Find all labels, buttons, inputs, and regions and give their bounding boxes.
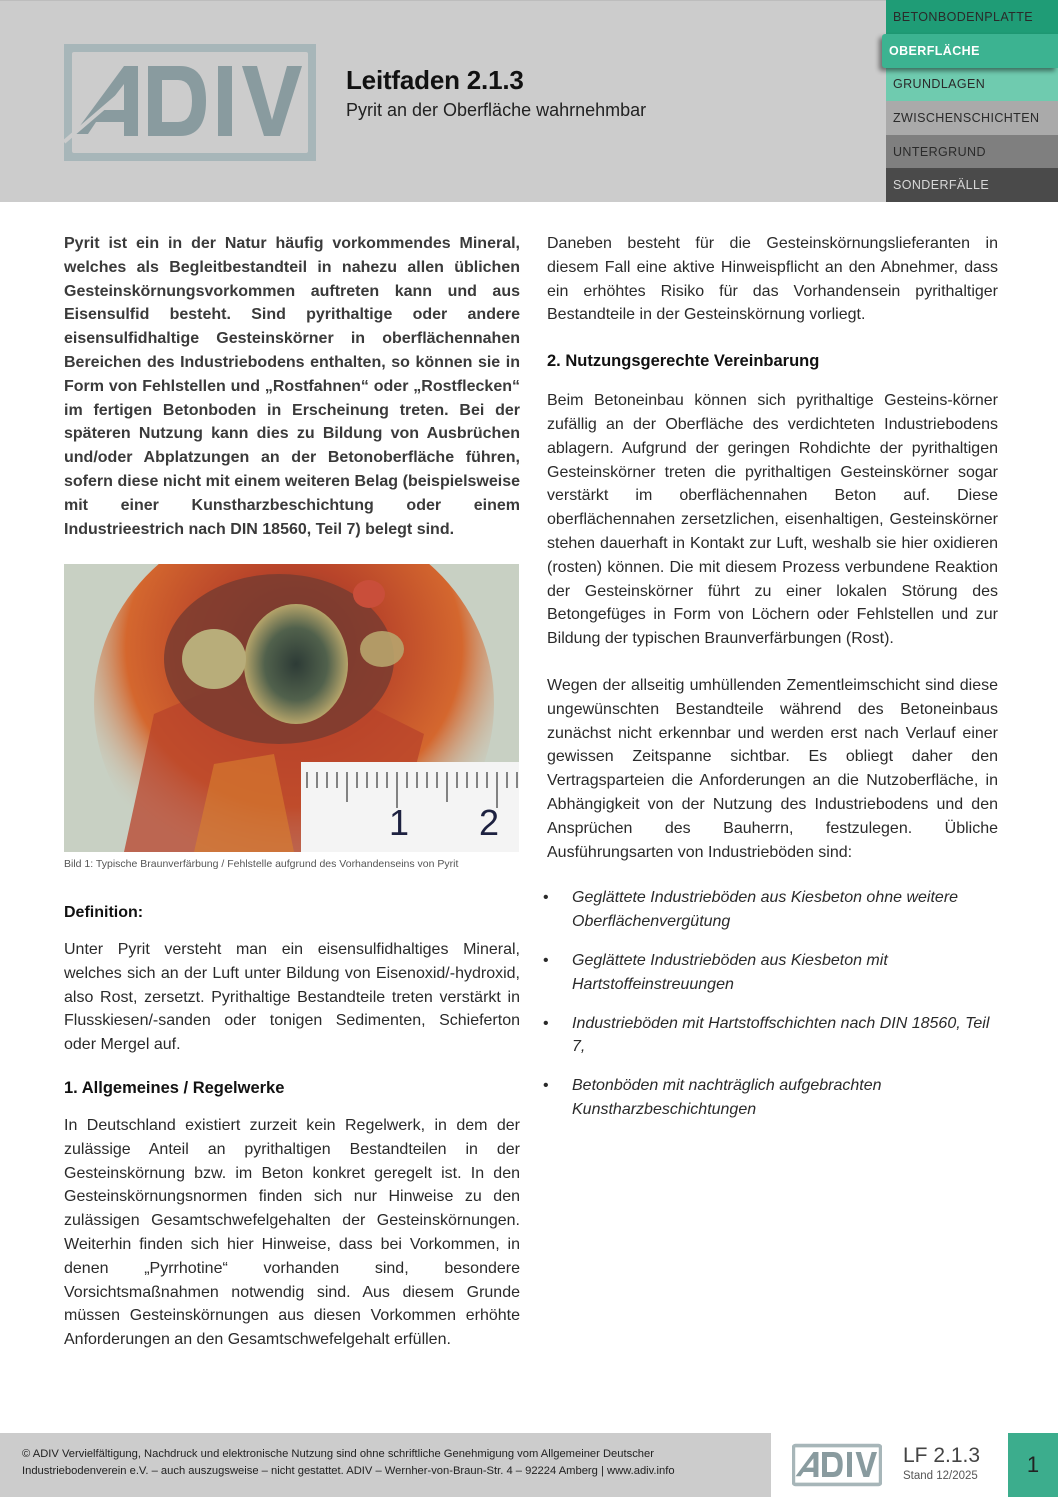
bullet-icon: • [543, 1077, 549, 1095]
left-column-body [64, 904, 520, 1352]
list-item: • Geglättete Industrieböden aus Kiesbeton mit Hartstoffeinstreuungen [547, 949, 998, 997]
section-2-paragraph-1: Beim Betoneinbau können sich pyrithaltige Gesteins-körner zufällig an der Oberfläche des verdichteten Industriebodens ablagern. Aufgrund der geringen Rohdichte der pyrithaltigen Gesteinskörner treten die pyrithaltigen Gesteinskörner sogar verstärkt im oberflächennahen Beton auf. Diese oberflächennahen zersetzlichen, eisenhaltigen, Gesteinskörner stehen dauerhaft in Kontakt zur Luft, weshalb sie hier oxidieren (rosten) können. Die mit diesem Prozess verbundene Reaktion der Gesteinskörner führt zu einer lokalen Störung des Betongefüges in Form von Löchern oder Fehlstellen und zur Bildung der typischen Braunverfärbungen (Rost). [547, 392, 998, 648]
page-number: 1 [1008, 1433, 1058, 1497]
ruler-label-2: 2 [479, 802, 500, 843]
title-block [346, 65, 646, 121]
left-column-intro [64, 232, 520, 541]
definition-paragraph: Unter Pyrit versteht man ein eisensulfidhaltiges Mineral, welches sich an der Luft unter Bildung von Eisenoxid/-hydroxid, also Rost, zersetzt. Pyrithaltige Bestandteile treten verstärkt in Flusskiesen/-sanden oder tonigen Sedimenten, Schieferton oder Mergel auf. [64, 941, 520, 1054]
bullet-icon: • [543, 951, 549, 969]
definition-heading: Definition: [64, 904, 144, 921]
nav-tab-oberflaeche[interactable]: OBERFLÄCHE [882, 34, 1058, 68]
list-item: • Industrieböden mit Hartstoffschichten nach DIN 18560, Teil 7, [547, 1012, 998, 1060]
footer-adiv-logo [792, 1443, 882, 1487]
nav-tab-betonbodenplatte[interactable]: BETONBODENPLATTE [886, 0, 1058, 34]
nav-tab-untergrund[interactable]: UNTERGRUND [886, 135, 1058, 169]
figure-caption: Bild 1: Typische Braunverfärbung / Fehlstelle aufgrund des Vorhandenseins von Pyrit [64, 858, 459, 870]
section-nav [886, 0, 1058, 202]
continuation-paragraph: Daneben besteht für die Gesteinskörnungslieferanten in diesem Fall eine aktive Hinweispflicht an den Abnehmer, dass ein erhöhtes Risiko für das Vorhandensein pyrithaltiger Bestandteile in der Gesteinskörnung vorliegt. [547, 235, 998, 324]
document-date: Stand 12/2025 [903, 1470, 978, 1482]
section-2-paragraph-2: Wegen der allseitig umhüllenden Zementleimschicht sind diese ungewünschten Bestandteile während des Betoneinbaus zunächst nicht erkennbar und werden erst nach Verlauf einer gewissen Zeitspanne sichtbar. Es obliegt daher den Vertragsparteien die Anforderungen an die Nutzoberfläche, in Abhängigkeit von der Nutzung des Industriebodens und den Ansprüchen des Bauherrn, festzulegen. Übliche Ausführungsarten von Industrieböden sind: [547, 676, 998, 861]
nav-tab-zwischenschichten[interactable]: ZWISCHENSCHICHTEN [886, 101, 1058, 135]
bullet-icon: • [543, 1014, 549, 1032]
ruler-label-1: 1 [389, 802, 410, 843]
list-item: • Geglättete Industrieböden aus Kiesbeton ohne weitere Oberflächenvergütung [547, 886, 998, 934]
section-2-heading: 2. Nutzungsgerechte Vereinbarung [547, 352, 820, 371]
floor-types-list [543, 886, 998, 1121]
measurement-ruler [301, 762, 519, 852]
section-1-paragraph: In Deutschland existiert zurzeit kein Regelwerk, in dem der zulässige Anteil an pyrithaltigen Bestandteilen in der Gesteinskörnung bzw. im Beton konkret geregelt ist. In den Gesteinskörnungsnormen finden sich nur Hinweise zu den zulässigen Gesamtschwefelgehalten der Gesteinskörnungen. Weiterhin finden sich hier Hinweise, dass bei Vorkommen, in denen „Pyrrhotine“ vorhanden sind, besondere Vorsichtsmaßnahmen notwendig sind. Aus diesem Grunde müssen Gesteinskörnungen aus diesen Vorkommen erhöhte Anforderungen an den Gesamtschwefelgehalt erfüllen. [64, 1116, 520, 1349]
footer-copyright-bar [0, 1433, 771, 1497]
intro-paragraph: Pyrit ist ein in der Natur häufig vorkommendes Mineral, welches als Begleitbestandteil in nahezu allen üblichen Gesteinskörnungsvorkommen auftreten kann und aus Eisensulfid besteht. Sind pyrithaltige oder andere eisensulfidhaltige Gesteinskörner in oberflächennahen Bereichen des Industriebodens enthalten, so können sie in Form von Fehlstellen und „Rostfahnen“ oder „Rostflecken“ im fertigen Betonboden in Erscheinung treten. Bei der späteren Nutzung kann dies zu Bildung von Ausbrüchen und/oder Abplatzungen an der Betonoberfläche führen, sofern diese nicht mit einem weiteren Belag (beispielsweise mit einer Kunstharzbeschichtung oder einem Industrieestrich nach DIN 18560, Teil 7) belegt sind. [64, 235, 520, 538]
copyright-notice: © ADIV Vervielfältigung, Nachdruck und elektronische Nutzung sind ohne schriftliche Genehmigung vom Allgemeiner Deutscher Industriebodenverein e.V. – auch auszugsweise – nicht gestattet. ADIV – Wernher-von-Braun-Str. 4 – 92224 Amberg | www.adiv.info [22, 1448, 675, 1477]
page-title: Leitfaden 2.1.3 [346, 65, 524, 95]
bullet-icon: • [543, 889, 549, 907]
nav-tab-sonderfaelle[interactable]: SONDERFÄLLE [886, 168, 1058, 202]
list-item: • Betonböden mit nachträglich aufgebrachten Kunstharzbeschichtungen [547, 1074, 998, 1122]
section-1-heading: 1. Allgemeines / Regelwerke [64, 1078, 285, 1097]
rust-stain-photo [64, 564, 519, 852]
page-header [0, 0, 886, 202]
page-subtitle: Pyrit an der Oberfläche wahrnehmbar [346, 100, 647, 120]
nav-tab-grundlagen[interactable]: GRUNDLAGEN [886, 67, 1058, 101]
document-code: LF 2.1.3 [903, 1444, 981, 1467]
right-column [543, 232, 998, 1137]
adiv-logo [64, 44, 316, 161]
